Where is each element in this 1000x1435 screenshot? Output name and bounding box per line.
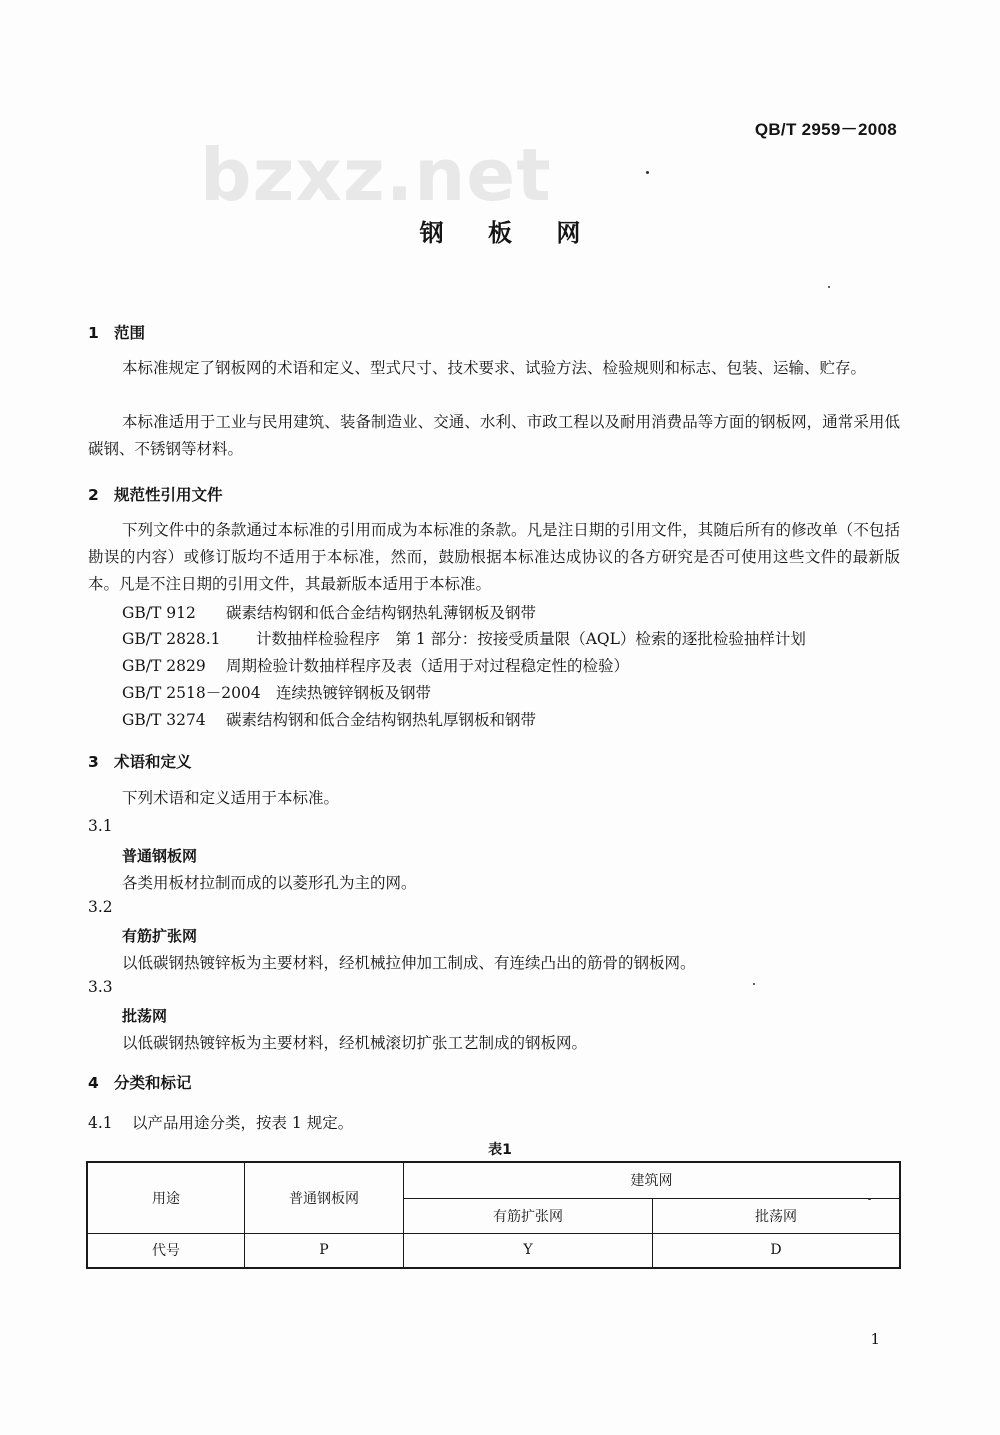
reference-title: 碳素结构钢和低合金结构钢热轧厚钢板和钢带 — [226, 711, 537, 729]
reference-item — [122, 627, 806, 649]
term-definition: 各类用板材拉制而成的以菱形孔为主的网。 — [122, 874, 417, 892]
reference-code: GB/T 2518－2004 — [122, 684, 261, 702]
section-title: 分类和标记 — [114, 1074, 192, 1092]
reference-code: GB/T 3274 — [122, 711, 206, 729]
term-definition: 以低碳钢热镀锌板为主要材料，经机械滚切扩张工艺制成的钢板网。 — [122, 1034, 588, 1052]
term-name: 有筋扩张网 — [122, 927, 198, 945]
term-number: 3.3 — [88, 978, 113, 996]
clause-text: 以产品用途分类，按表 1 规定。 — [132, 1114, 354, 1132]
clause-number: 4.1 — [88, 1114, 113, 1132]
reference-code: GB/T 912 — [122, 604, 196, 622]
cell-code-plain: P — [245, 1233, 404, 1268]
reference-title: 计数抽样检验程序 第 1 部分：按接受质量限（AQL）检索的逐批检验抽样计划 — [256, 630, 806, 648]
section-title: 范围 — [114, 324, 146, 342]
scan-speck — [646, 171, 649, 174]
section-1-paragraph-1: 本标准规定了钢板网的术语和定义、型式尺寸、技术要求、试验方法、检验规则和标志、包装、运输、贮存。 — [122, 359, 867, 377]
section-1-paragraph-2: 本标准适用于工业与民用建筑、装备制造业、交通、水利、市政工程以及耐用消费品等方面的钢板网，通常采用低碳钢、不锈钢等材料。 — [88, 413, 900, 458]
scan-speck — [868, 1198, 871, 1200]
section-title: 术语和定义 — [114, 753, 192, 771]
table-caption: 表1 — [488, 1142, 512, 1158]
document-title: 钢 板 网 — [419, 219, 599, 247]
page-number: 1 — [870, 1330, 880, 1348]
term-number: 3.2 — [88, 898, 113, 916]
cell-code-ribbed: Y — [404, 1233, 653, 1268]
scan-speck — [753, 983, 755, 985]
section-2-paragraph-1: 下列文件中的条款通过本标准的引用而成为本标准的条款。凡是注日期的引用文件，其随后所有的修改单（不包括勘误的内容）或修订版均不适用于本标准，然而，鼓励根据本标准达成协议的各方研究是否可使用这些文件的最新版本。凡是不注日期的引用文件，其最新版本适用于本标准。 — [88, 521, 900, 593]
reference-item — [122, 708, 536, 730]
term-name: 普通钢板网 — [122, 847, 198, 865]
reference-item — [122, 681, 431, 703]
header-cell-ribbed-mesh: 有筋扩张网 — [404, 1198, 653, 1233]
header-cell-building-mesh: 建筑网 — [404, 1162, 901, 1198]
row-label-code: 代号 — [87, 1233, 245, 1268]
scan-speck — [828, 286, 830, 288]
table-header-row — [87, 1162, 900, 1198]
section-1-heading — [88, 321, 145, 343]
reference-title: 周期检验计数抽样程序及表（适用于对过程稳定性的检验） — [226, 657, 630, 675]
section-number: 3 — [88, 753, 99, 771]
header-cell-use: 用途 — [87, 1162, 245, 1233]
standard-code: QB/T 2959－2008 — [754, 120, 897, 139]
header-cell-plain-mesh: 普通钢板网 — [245, 1162, 404, 1233]
section-number: 2 — [88, 486, 99, 504]
section-number: 1 — [88, 324, 99, 342]
reference-code: GB/T 2829 — [122, 657, 206, 675]
term-definition: 以低碳钢热镀锌板为主要材料，经机械拉伸加工制成、有连续凸出的筋骨的钢板网。 — [122, 954, 696, 972]
section-number: 4 — [88, 1074, 99, 1092]
section-4-heading — [88, 1071, 192, 1093]
term-number: 3.1 — [88, 817, 113, 835]
reference-code: GB/T 2828.1 — [122, 630, 221, 648]
section-3-intro: 下列术语和定义适用于本标准。 — [122, 789, 340, 807]
cell-code-plaster: D — [653, 1233, 901, 1268]
header-cell-plaster-mesh: 批荡网 — [653, 1198, 901, 1233]
term-name: 批荡网 — [122, 1007, 168, 1025]
reference-title: 碳素结构钢和低合金结构钢热轧薄钢板及钢带 — [226, 604, 537, 622]
section-3-heading — [88, 750, 192, 772]
reference-item — [122, 654, 629, 676]
clause-4-1 — [88, 1111, 353, 1133]
classification-table — [86, 1161, 901, 1269]
reference-title: 连续热镀锌钢板及钢带 — [276, 684, 432, 702]
reference-item — [122, 601, 536, 623]
table-row — [87, 1233, 900, 1268]
watermark: bzxz.net — [200, 133, 552, 217]
section-title: 规范性引用文件 — [114, 486, 223, 504]
section-2-heading — [88, 483, 223, 505]
